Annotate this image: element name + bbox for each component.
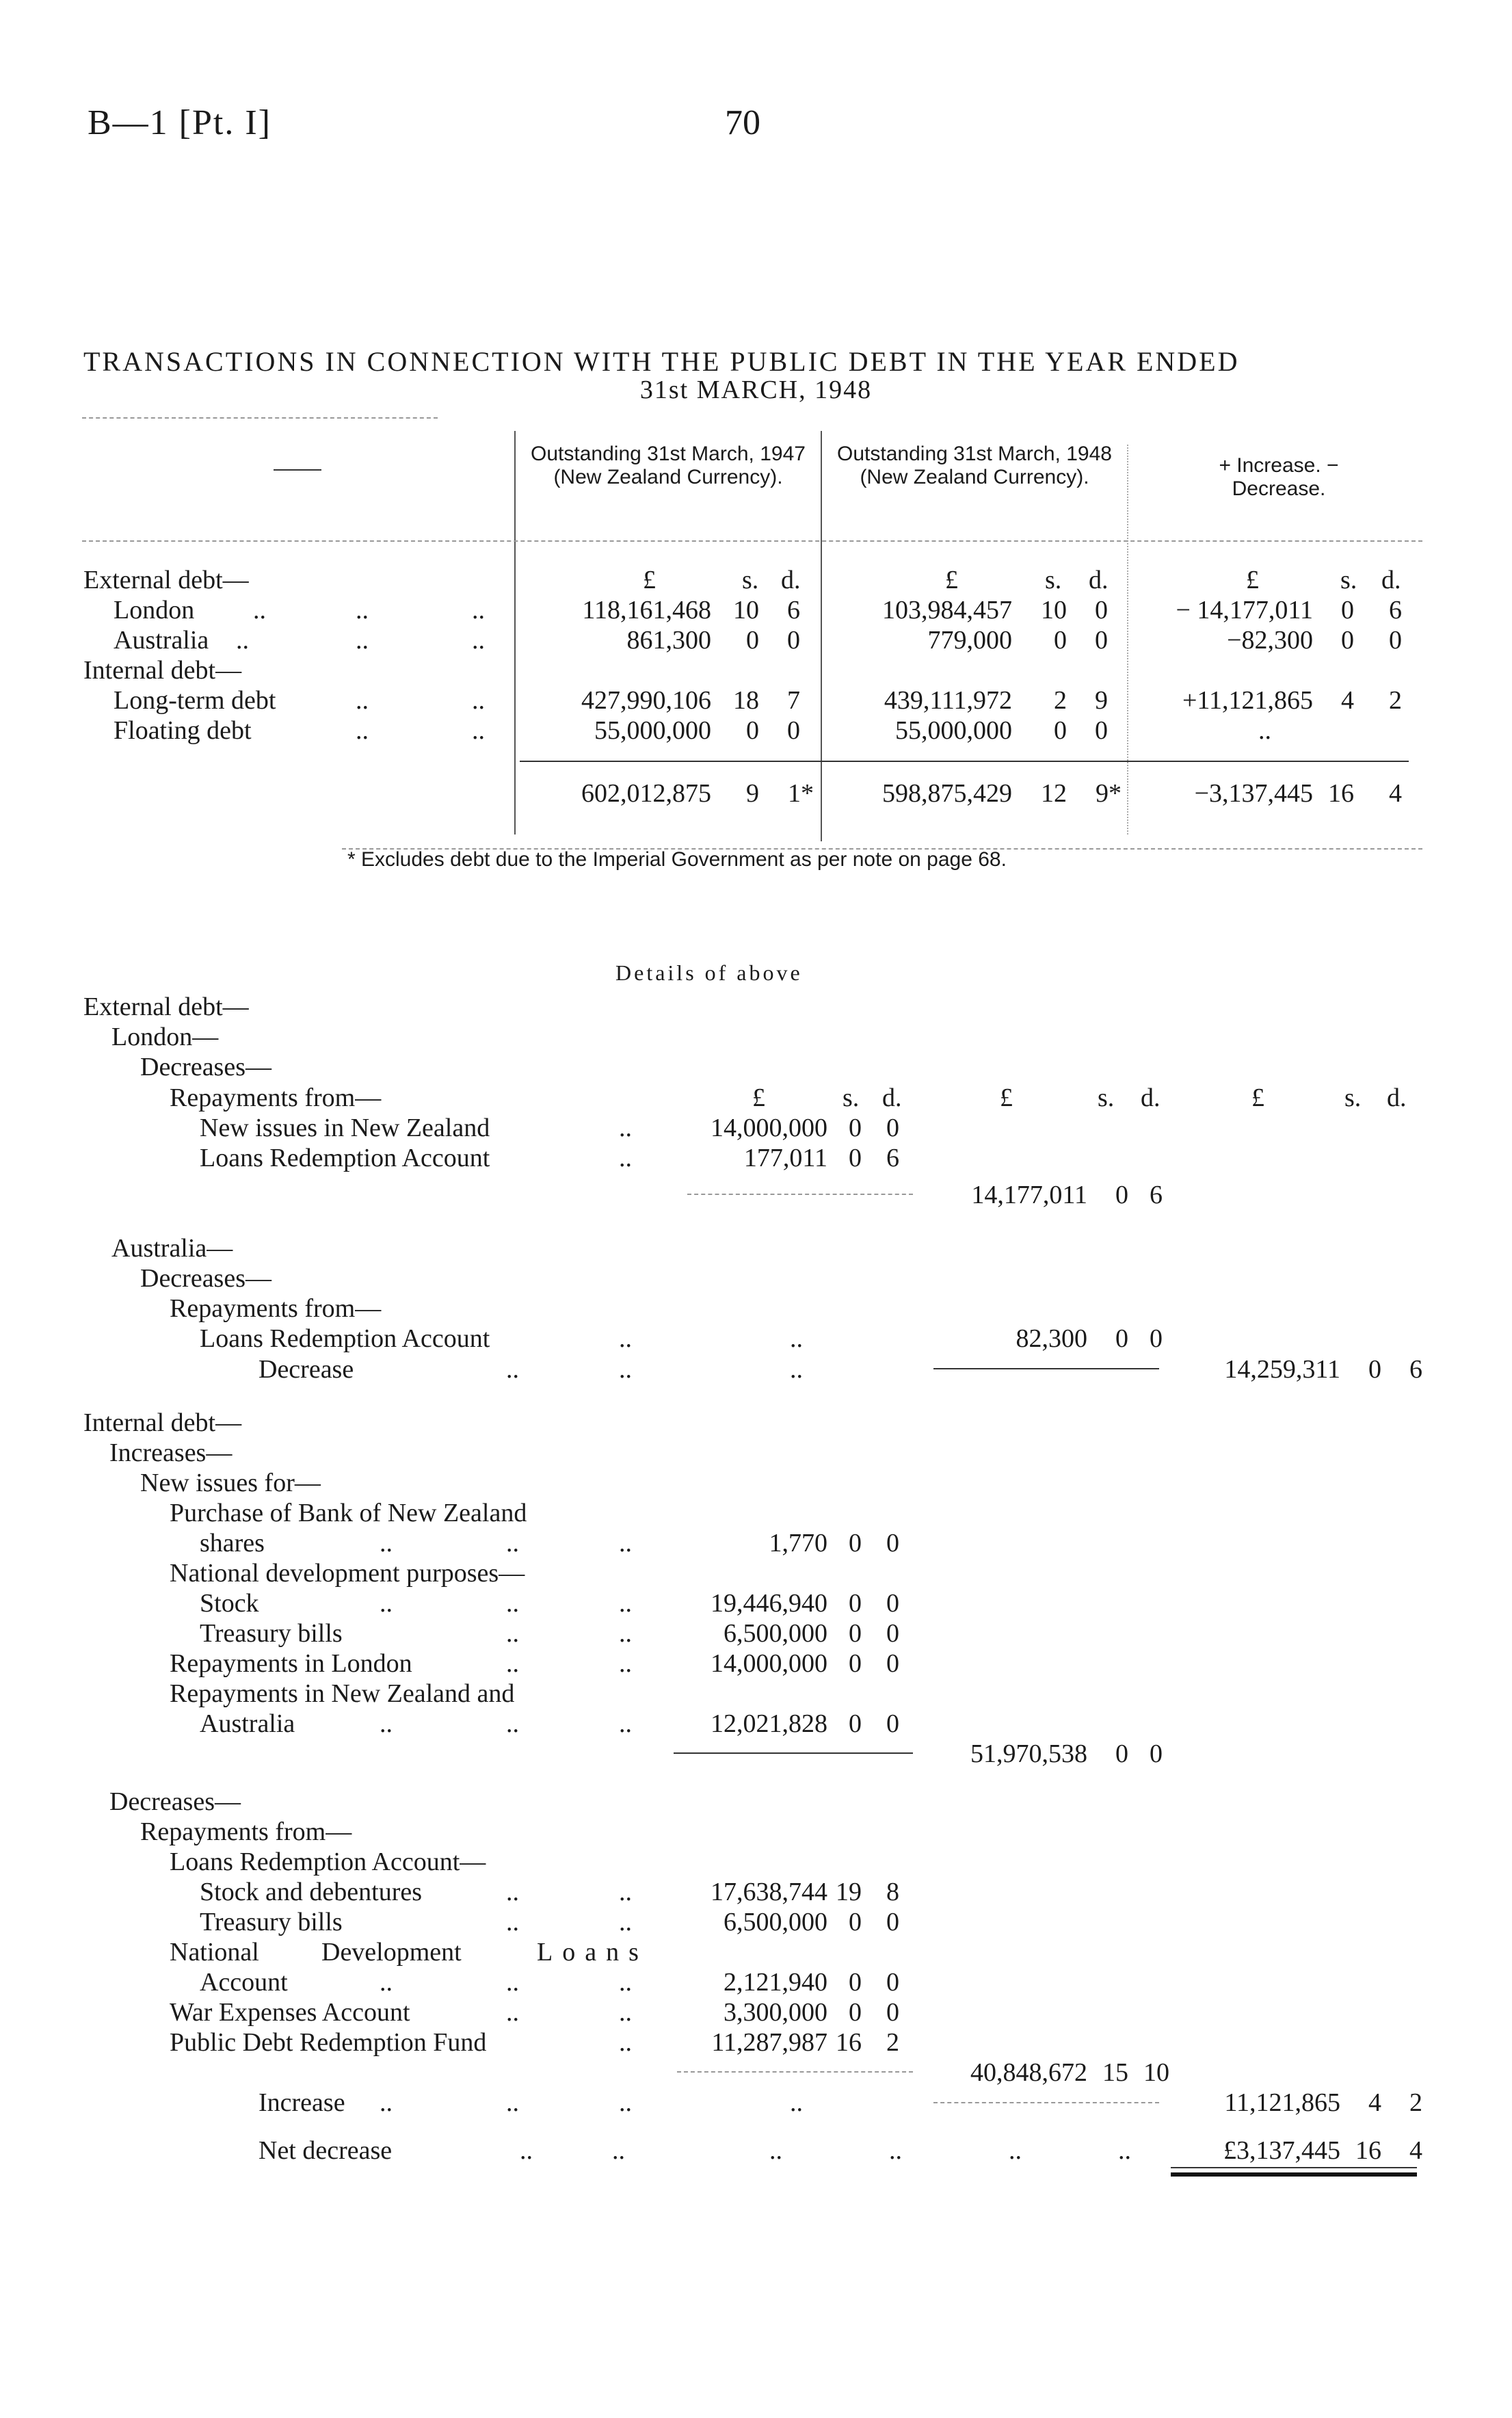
value-pence: 0 — [886, 1589, 899, 1618]
detail-label: Account — [200, 1968, 288, 1997]
value-change-pounds: − 14,177,011 — [1176, 596, 1313, 625]
leader-dots: .. — [472, 596, 485, 625]
value-shillings: 0 — [849, 1709, 862, 1738]
detail-label: Repayments in New Zealand and — [170, 1679, 515, 1708]
leader-dots: .. — [619, 1529, 632, 1558]
subtotal-pounds: 40,848,672 — [970, 2058, 1087, 2087]
subtotal-shillings: 0 — [1115, 1739, 1128, 1768]
unit-shilling: s. — [1045, 566, 1062, 594]
value-pounds: 17,638,744 — [711, 1878, 827, 1906]
total-rule — [520, 761, 1409, 762]
value-pounds: 14,000,000 — [711, 1114, 827, 1142]
leader-dots: .. — [612, 2136, 625, 2165]
value-1948-pounds: 439,111,972 — [884, 686, 1012, 715]
value-change-pence: 0 — [1389, 626, 1402, 655]
unit-shilling: s. — [843, 1083, 860, 1112]
leader-dots: .. — [356, 716, 369, 745]
leader-dots: .. — [506, 1968, 519, 1997]
detail-heading: New issues for— — [140, 1469, 321, 1497]
leader-dots: .. — [380, 1529, 393, 1558]
leader-dots: .. — [619, 1968, 632, 1997]
total-1947-pence: 1* — [788, 779, 814, 808]
unit-shilling: s. — [1344, 1083, 1362, 1112]
unit-pence: d. — [1381, 566, 1401, 594]
value-1948-shillings: 0 — [1054, 626, 1067, 655]
detail-heading: External debt— — [83, 993, 249, 1021]
value-shillings: 0 — [849, 1998, 862, 2027]
value-shillings: 0 — [1115, 1324, 1128, 1353]
value-shillings: 0 — [849, 1619, 862, 1648]
value-1947-pounds: 55,000,000 — [594, 716, 711, 745]
subtotal-pence: 0 — [1150, 1739, 1163, 1768]
unit-pence: d. — [1141, 1083, 1160, 1112]
column-header-1948: Outstanding 31st March, 1948 (New Zealand Currency). — [837, 443, 1112, 488]
total-pounds: 11,121,865 — [1224, 2088, 1340, 2117]
value-1948-pounds: 779,000 — [927, 626, 1012, 655]
page-number: 70 — [725, 103, 760, 142]
leader-dots: .. — [790, 1324, 803, 1353]
subtotal-pence: 6 — [1150, 1181, 1163, 1209]
section-heading: Details of above — [615, 960, 803, 985]
value-pence: 0 — [886, 1114, 899, 1142]
row-label: Internal debt— — [83, 656, 242, 685]
leader-dots: .. — [506, 1589, 519, 1618]
table-title: TRANSACTIONS IN CONNECTION WITH THE PUBLIC DEBT IN THE YEAR ENDED — [83, 346, 1240, 377]
leader-dots: .. — [619, 1649, 632, 1678]
value-shillings: 0 — [849, 1908, 862, 1936]
detail-label: New issues in New Zealand — [200, 1114, 490, 1142]
detail-heading: Repayments from— — [170, 1083, 382, 1112]
value-1948-pence: 0 — [1095, 626, 1108, 655]
leader-dots: .. — [619, 2028, 632, 2057]
detail-label: Stock and debentures — [200, 1878, 423, 1906]
value-pence: 0 — [886, 1908, 899, 1936]
row-label: Australia — [114, 626, 209, 655]
value-shillings: 0 — [849, 1144, 862, 1172]
subtotal-rule — [674, 1752, 913, 1754]
leader-dots: .. — [380, 1709, 393, 1738]
detail-label: Increase — [258, 2088, 345, 2117]
value-1947-shillings: 0 — [746, 626, 759, 655]
column-header-change: + Increase. − Decrease. — [1219, 454, 1339, 500]
total-1947-shillings: 9 — [746, 779, 759, 808]
leader-dots: .. — [253, 596, 266, 625]
leader-dots: .. — [1009, 2136, 1022, 2165]
value-1948-pence: 0 — [1095, 596, 1108, 625]
net-decrease-shillings: 16 — [1355, 2136, 1381, 2165]
total-1947-pounds: 602,012,875 — [581, 779, 711, 808]
detail-heading: Australia— — [111, 1234, 233, 1263]
value-change-pounds: +11,121,865 — [1182, 686, 1313, 715]
value-1948-pence: 9 — [1095, 686, 1108, 715]
value-1947-shillings: 18 — [733, 686, 759, 715]
leader-dots: .. — [790, 1355, 803, 1384]
detail-heading: National development purposes— — [170, 1559, 525, 1588]
subtotal-pounds: 14,177,011 — [971, 1181, 1087, 1209]
leader-dots: .. — [619, 1908, 632, 1936]
detail-label: National — [170, 1938, 259, 1967]
row-label: Long-term debt — [114, 686, 276, 715]
detail-label: Repayments in London — [170, 1649, 412, 1678]
detail-label: Decrease — [258, 1355, 354, 1384]
row-label: External debt— — [83, 566, 249, 594]
total-pence: 2 — [1409, 2088, 1422, 2117]
value-pence: 0 — [886, 1619, 899, 1648]
value-pounds: 82,300 — [1016, 1324, 1087, 1353]
value-change-shillings: 4 — [1341, 686, 1354, 715]
value-shillings: 0 — [849, 1649, 862, 1678]
value-1948-pounds: 55,000,000 — [895, 716, 1012, 745]
leader-dots: .. — [619, 1619, 632, 1648]
value-1947-shillings: 10 — [733, 596, 759, 625]
unit-pence: d. — [1387, 1083, 1407, 1112]
subtotal-rule — [677, 2071, 913, 2073]
table-title-date: 31st MARCH, 1948 — [639, 376, 873, 404]
double-rule — [1171, 2167, 1417, 2168]
detail-label: Public Debt Redemption Fund — [170, 2028, 487, 2057]
detail-label: Net decrease — [258, 2136, 393, 2165]
leader-dots: .. — [506, 1649, 519, 1678]
subtotal-rule — [933, 1368, 1159, 1369]
detail-label: Purchase of Bank of New Zealand — [170, 1499, 527, 1527]
unit-shilling: s. — [1098, 1083, 1115, 1112]
value-pounds: 177,011 — [743, 1144, 827, 1172]
value-change-shillings: 0 — [1341, 626, 1354, 655]
total-1948-pounds: 598,875,429 — [882, 779, 1012, 808]
value-change-pounds: −82,300 — [1227, 626, 1313, 655]
leader-dots: .. — [472, 626, 485, 655]
leader-dots: .. — [236, 626, 249, 655]
value-1948-pence: 0 — [1095, 716, 1108, 745]
value-change-pence: 6 — [1389, 596, 1402, 625]
total-change-pence: 4 — [1389, 779, 1402, 808]
leader-dots: .. — [356, 596, 369, 625]
value-pounds: 3,300,000 — [724, 1998, 827, 2027]
leader-dots: .. — [619, 1878, 632, 1906]
value-pence: 0 — [1150, 1324, 1163, 1353]
detail-label: shares — [200, 1529, 265, 1558]
value-shillings: 0 — [849, 1114, 862, 1142]
net-decrease-pounds: £3,137,445 — [1223, 2136, 1340, 2165]
leader-dots: .. — [619, 1709, 632, 1738]
subtotal-pence: 10 — [1143, 2058, 1169, 2087]
leader-dots: .. — [380, 1589, 393, 1618]
leader-dots: .. — [619, 2088, 632, 2117]
header-rule — [82, 540, 1422, 542]
value-1947-pence: 0 — [787, 716, 800, 745]
value-pounds: 6,500,000 — [724, 1619, 827, 1648]
value-pounds: 19,446,940 — [711, 1589, 827, 1618]
detail-heading: Internal debt— — [83, 1408, 242, 1437]
value-1947-pounds: 427,990,106 — [581, 686, 711, 715]
leader-dots: .. — [790, 2088, 803, 2117]
detail-label: Treasury bills — [200, 1619, 343, 1648]
net-decrease-pence: 4 — [1409, 2136, 1422, 2165]
stub-dash — [274, 469, 321, 471]
value-1948-shillings: 2 — [1054, 686, 1067, 715]
detail-label: Treasury bills — [200, 1908, 343, 1936]
document-reference: B—1 [Pt. I] — [88, 103, 271, 142]
value-change-pounds: .. — [1258, 716, 1271, 745]
leader-dots: .. — [506, 1619, 519, 1648]
leader-dots: .. — [619, 1998, 632, 2027]
detail-label: Development — [321, 1938, 462, 1967]
row-label: London — [114, 596, 195, 625]
leader-dots: .. — [619, 1589, 632, 1618]
rule — [82, 417, 438, 419]
value-pence: 0 — [886, 1998, 899, 2027]
total-pounds: 14,259,311 — [1224, 1355, 1340, 1384]
value-1947-pence: 0 — [787, 626, 800, 655]
double-rule — [1171, 2172, 1417, 2177]
detail-label: Australia — [200, 1709, 295, 1738]
detail-heading: Repayments from— — [140, 1817, 352, 1846]
value-pounds: 6,500,000 — [724, 1908, 827, 1936]
detail-heading: Increases— — [109, 1438, 233, 1467]
detail-heading: London— — [111, 1023, 219, 1051]
value-pounds: 12,021,828 — [711, 1709, 827, 1738]
total-shillings: 0 — [1368, 1355, 1381, 1384]
leader-dots: .. — [619, 1144, 632, 1172]
detail-label: Loans Redemption Account — [200, 1324, 490, 1353]
detail-heading: Decreases— — [140, 1053, 272, 1081]
value-1947-pounds: 118,161,468 — [582, 596, 711, 625]
leader-dots: .. — [356, 686, 369, 715]
leader-dots: .. — [506, 1355, 519, 1384]
value-pence: 0 — [886, 1709, 899, 1738]
value-pounds: 11,287,987 — [711, 2028, 827, 2057]
detail-label: War Expenses Account — [170, 1998, 410, 2027]
total-change-shillings: 16 — [1328, 779, 1354, 808]
value-1948-shillings: 0 — [1054, 716, 1067, 745]
unit-pound: £ — [945, 566, 958, 594]
unit-pence: d. — [1089, 566, 1109, 594]
value-1948-shillings: 10 — [1041, 596, 1067, 625]
unit-pound: £ — [1000, 1083, 1013, 1112]
leader-dots: .. — [506, 1878, 519, 1906]
leader-dots: .. — [506, 1709, 519, 1738]
detail-heading: Decreases— — [140, 1264, 272, 1293]
unit-shilling: s. — [1340, 566, 1357, 594]
value-shillings: 16 — [836, 2028, 862, 2057]
leader-dots: .. — [356, 626, 369, 655]
value-pence: 6 — [886, 1144, 899, 1172]
total-pence: 6 — [1409, 1355, 1422, 1384]
value-pence: 0 — [886, 1649, 899, 1678]
unit-pence: d. — [882, 1083, 902, 1112]
total-1948-shillings: 12 — [1041, 779, 1067, 808]
subtotal-shillings: 0 — [1115, 1181, 1128, 1209]
leader-dots: .. — [619, 1355, 632, 1384]
leader-dots: .. — [619, 1114, 632, 1142]
unit-pound: £ — [752, 1083, 765, 1112]
leader-dots: .. — [380, 1968, 393, 1997]
leader-dots: .. — [506, 2088, 519, 2117]
leader-dots: .. — [769, 2136, 782, 2165]
value-pence: 0 — [886, 1529, 899, 1558]
unit-pound: £ — [1251, 1083, 1264, 1112]
total-change-pounds: −3,137,445 — [1194, 779, 1313, 808]
unit-pound: £ — [1246, 566, 1259, 594]
value-1947-pounds: 861,300 — [626, 626, 711, 655]
value-shillings: 0 — [849, 1529, 862, 1558]
detail-label: Loans Redemption Account — [200, 1144, 490, 1172]
value-pence: 8 — [886, 1878, 899, 1906]
detail-heading: Loans Redemption Account— — [170, 1848, 486, 1876]
value-pence: 2 — [886, 2028, 899, 2057]
value-1948-pounds: 103,984,457 — [882, 596, 1012, 625]
value-pounds: 14,000,000 — [711, 1649, 827, 1678]
leader-dots: .. — [889, 2136, 902, 2165]
detail-heading: Repayments from— — [170, 1294, 382, 1323]
footnote: * Excludes debt due to the Imperial Government as per note on page 68. — [347, 848, 1007, 871]
value-shillings: 19 — [836, 1878, 862, 1906]
leader-dots: .. — [472, 716, 485, 745]
leader-dots: .. — [619, 1324, 632, 1353]
value-pounds: 1,770 — [769, 1529, 827, 1558]
subtotal-rule — [687, 1194, 913, 1195]
value-shillings: 0 — [849, 1968, 862, 1997]
subtotal-shillings: 15 — [1102, 2058, 1128, 2087]
value-change-shillings: 0 — [1341, 596, 1354, 625]
leader-dots: .. — [506, 1908, 519, 1936]
unit-pence: d. — [781, 566, 801, 594]
unit-shilling: s. — [742, 566, 759, 594]
value-1947-shillings: 0 — [746, 716, 759, 745]
value-shillings: 0 — [849, 1589, 862, 1618]
leader-dots: .. — [506, 1529, 519, 1558]
leader-dots: .. — [380, 2088, 393, 2117]
value-1947-pence: 6 — [787, 596, 800, 625]
row-label: Floating debt — [114, 716, 252, 745]
leader-dots: .. — [520, 2136, 533, 2165]
leader-dots: .. — [506, 1998, 519, 2027]
detail-label: Stock — [200, 1589, 259, 1618]
value-change-pence: 2 — [1389, 686, 1402, 715]
total-1948-pence: 9* — [1096, 779, 1122, 808]
subtotal-pounds: 51,970,538 — [970, 1739, 1087, 1768]
column-header-1947: Outstanding 31st March, 1947 (New Zealand Currency). — [531, 443, 806, 488]
leader-dots: .. — [472, 686, 485, 715]
total-shillings: 4 — [1368, 2088, 1381, 2117]
leader-dots: .. — [1118, 2136, 1131, 2165]
value-1947-pence: 7 — [787, 686, 800, 715]
unit-pound: £ — [643, 566, 656, 594]
detail-heading: Decreases— — [109, 1787, 241, 1816]
value-pounds: 2,121,940 — [724, 1968, 827, 1997]
value-pence: 0 — [886, 1968, 899, 1997]
subtotal-rule — [933, 2102, 1159, 2103]
detail-label: Loans — [537, 1938, 648, 1967]
